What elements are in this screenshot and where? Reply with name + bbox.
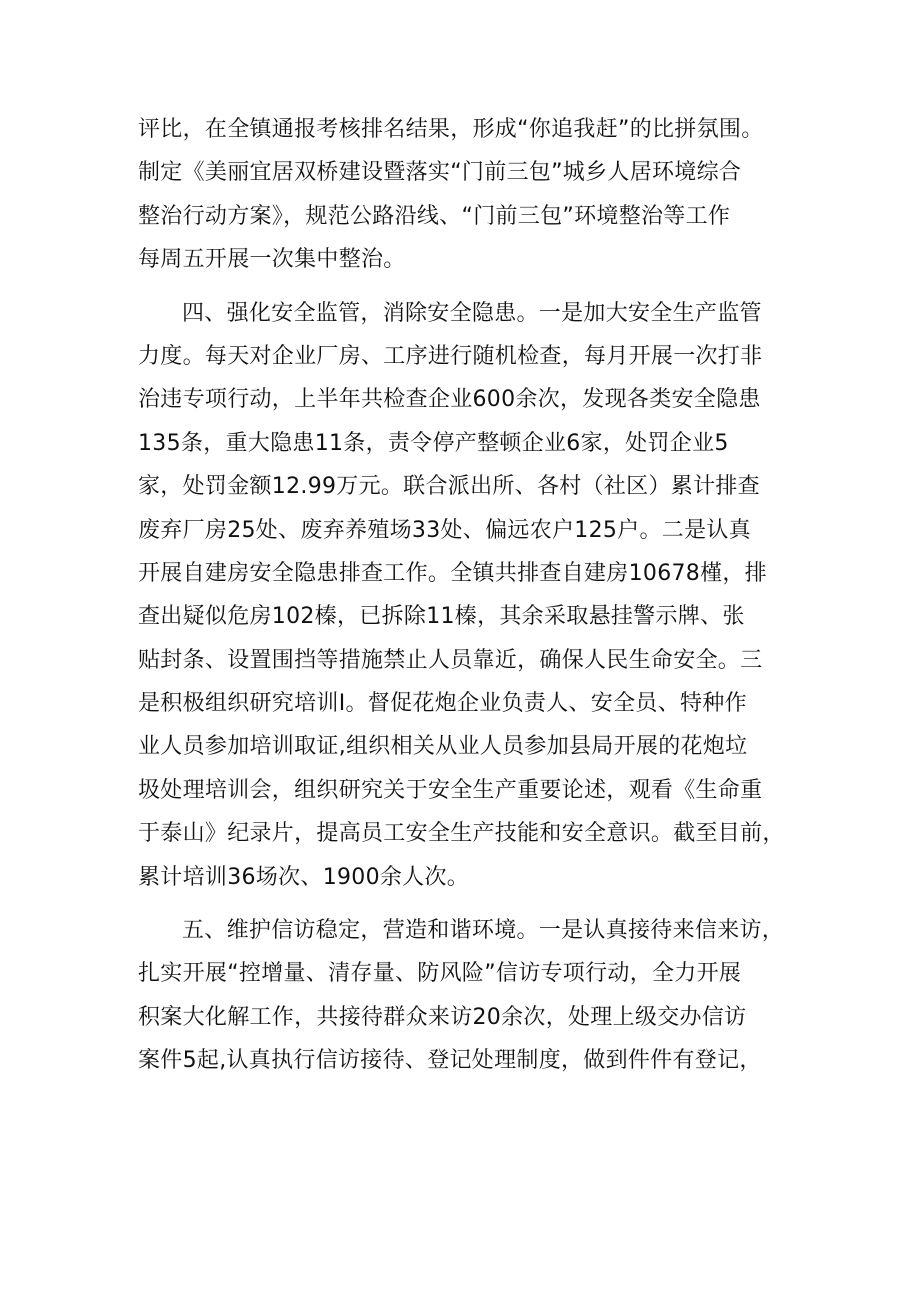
text-line: 圾处理培训会，组织研究关于安全生产重要论述，观看《生命重 bbox=[138, 777, 763, 803]
text-line: 废弃厂房25处、废弃养殖场33处、偏远农户125户。二是认真 bbox=[138, 517, 751, 543]
paragraph-heading-line: 五、维护信访稳定，营造和谐环境。一是认真接待来信来访， bbox=[182, 918, 785, 944]
paragraph-gap bbox=[138, 899, 788, 909]
paragraph-gap bbox=[138, 282, 788, 292]
text-line: 积案大化解工作，共接待群众来访20余次，处理上级交办信访 bbox=[138, 1004, 747, 1030]
text-line: 评比，在全镇通报考核排名结果，形成“你追我赶”的比拼氛围。 bbox=[138, 117, 764, 142]
text-line: 贴封条、设置围挡等措施禁止人员靠近，确保人民生命安全。三 bbox=[138, 647, 763, 673]
text-line: 于泰山》纪录片，提高员工安全生产技能和安全意识。截至目前， bbox=[138, 821, 785, 847]
text-line: 制定《美丽宜居双桥建设暨落实“门前三包”城乡人居环境综合 bbox=[138, 160, 742, 186]
text-line: 案件5起,认真执行信访接待、登记处理制度，做到件件有登记， bbox=[138, 1048, 762, 1074]
text-line: 整治行动方案》，规范公路沿线、“门前三包”环境整治等工作 bbox=[138, 203, 731, 229]
text-line: 查出疑似危房102榛，已拆除11榛，其余采取悬挂警示牌、张 bbox=[138, 604, 745, 630]
text-line: 业人员参加培训取证,组织相关从业人员参加县局开展的花炮垃 bbox=[138, 734, 748, 760]
text-line: 累计培训36场次、1900余人次。 bbox=[138, 864, 470, 890]
text-line: 治违专项行动，上半年共检查企业600余次，发现各类安全隐患 bbox=[138, 387, 761, 413]
text-line: 开展自建房安全隐患排查工作。全镇共排查自建房10678槿，排 bbox=[138, 560, 767, 586]
paragraph-heading-line: 四、强化安全监管，消除安全隐患。一是加大安全生产监管 bbox=[182, 300, 762, 326]
text-line: 是积极组织研究培训I。督促花炮企业负责人、安全员、特种作 bbox=[138, 691, 747, 717]
text-line: 扎实开展“控增量、清存量、防风险”信访专项行动，全力开展 bbox=[138, 961, 742, 987]
text-line: 135条，重大隐患11条，责令停产整顿企业6家，处罚企业5 bbox=[138, 430, 729, 456]
body-text bbox=[138, 108, 788, 1083]
text-line: 每周五开展一次集中整治。 bbox=[138, 247, 406, 273]
text-line: 力度。每天对企业厂房、工序进行随机检查，每月开展一次打非 bbox=[138, 343, 763, 369]
text-line: 家，处罚金额12.99万元。联合派出所、各村（社区）累计排查 bbox=[138, 474, 760, 500]
